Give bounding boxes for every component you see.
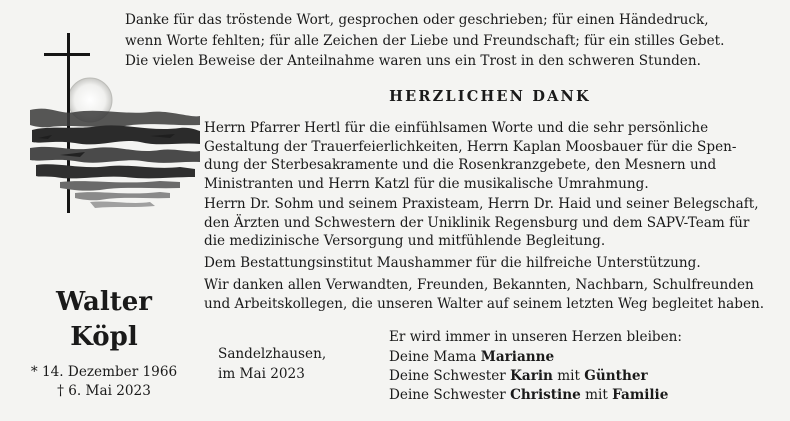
thanks-paragraph-friends: Wir danken allen Verwandten, Freunden, Bekannten, Nachbarn, Schulfreunden und Arbeitskollegen, die unseren Walter auf seinem letzten Weg begleitet haben. (204, 277, 765, 312)
deceased-first-name: Walter (56, 287, 152, 317)
signature-partner-name: Familie (612, 387, 669, 403)
heading-herzlichen-dank: HERZLICHEN DANK (389, 88, 591, 105)
thanks-paragraph-funeral-home: Dem Bestattungsinstitut Maushammer für die hilfreiche Unterstützung. (204, 255, 701, 271)
signature-line (389, 347, 554, 367)
signature-name: Karin (510, 368, 553, 384)
signature-relation: Deine Mama (389, 349, 477, 365)
death-date: † 6. Mai 2023 (57, 383, 151, 399)
signature-relation: Deine Schwester (389, 368, 506, 384)
signature-relation: Deine Schwester (389, 387, 506, 403)
deceased-last-name: Köpl (70, 322, 138, 352)
signature-connector: mit (585, 387, 608, 403)
signature-line (389, 366, 648, 386)
signature-connector: mit (557, 368, 580, 384)
signature-partner-name: Günther (584, 368, 648, 384)
birth-date: * 14. Dezember 1966 (30, 364, 178, 380)
thanks-paragraph-doctors: Herrn Dr. Sohm und seinem Praxisteam, Herrn Dr. Haid und seiner Belegschaft, den Ärzten und Schwestern der Uniklinik Regensburg und dem SAPV-Team für die medizinische Versorgung und mitfühlende Begleitung. (204, 196, 759, 250)
thanks-paragraph-clergy: Herrn Pfarrer Hertl für die einfühlsamen Worte und die sehr persönliche Gestaltung der Trauerfeierlichkeiten, Herrn Kaplan Moosbauer für die Spen- dung der Sterbesakramente und die Rosenkranzgebete, den Mesnern und Ministranten und Herrn Katzl für die musikalische Umrahmung. (204, 120, 737, 192)
place-date: im Mai 2023 (218, 366, 305, 382)
closing-line: Er wird immer in unseren Herzen bleiben: (389, 329, 683, 345)
signature-name: Marianne (480, 349, 555, 365)
intro-text: Danke für das tröstende Wort, gesprochen oder geschrieben; für einen Händedruck, wenn Worte fehlten; für alle Zeichen der Liebe und Freundschaft; für ein stilles Gebet. Die vielen Beweise der Anteilnahme waren uns ein Trost in den schweren Stunden. (125, 12, 725, 69)
signature-line (389, 385, 668, 405)
place-city: Sandelzhausen, (218, 346, 327, 362)
signature-name: Christine (510, 387, 581, 403)
